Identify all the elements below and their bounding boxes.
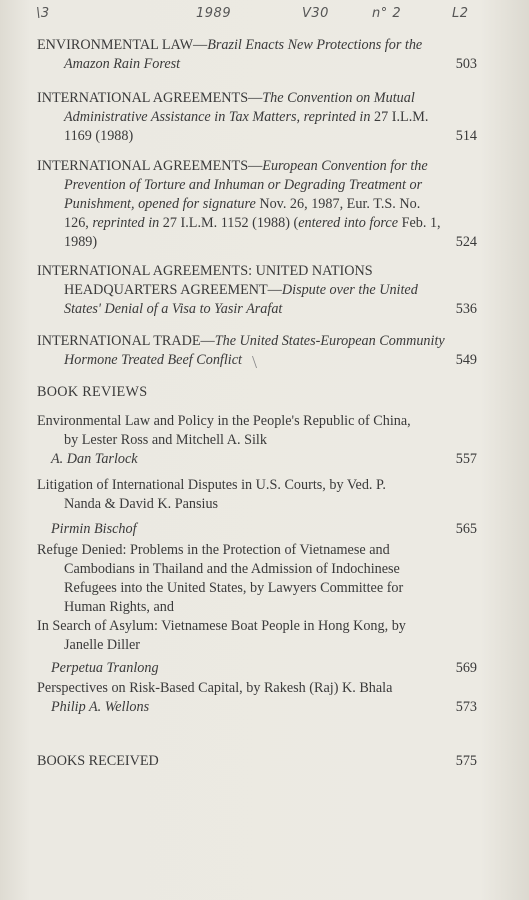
citation: 1169 (1988) [64,128,134,144]
citation-italic: entered into force [298,215,399,231]
citation: 1989) [64,234,98,250]
review-entry [37,476,477,539]
page-number: 503 [455,56,477,72]
entry-title: The United States-European Community [214,333,445,349]
entry-heading: INTERNATIONAL AGREEMENTS— [37,90,263,106]
entry-line [37,55,477,74]
entry-title: Amazon Rain Forest [64,56,181,72]
entry-title: Hormone Treated Beef Conflict [64,352,242,368]
citation: Feb. 1, [398,215,441,231]
review-line: Nanda & David K. Pansius [64,496,219,512]
books-received-entry [37,752,477,771]
entry-title: European Convention for the [262,158,428,174]
toc-entry [37,89,477,146]
review-line: Janelle Diller [64,637,141,653]
page-number: 573 [455,699,477,715]
page-number: 524 [455,234,477,250]
reviewer-name: A. Dan Tarlock [51,451,138,467]
page-number: 536 [455,301,477,317]
entry-line [37,89,477,108]
citation: 126, [64,215,93,231]
review-entry [37,541,477,678]
citation: 27 I.L.M. [370,109,429,125]
citation-italic: reprinted in [92,215,160,231]
page-number: 575 [455,753,477,769]
citation: Nov. 26, 1987, Eur. T.S. No. [255,196,421,212]
entry-line [37,36,477,55]
review-line: Litigation of International Disputes in U.S. Courts, by Ved. P. [37,477,386,493]
entry-line [37,300,477,319]
entry-title: Brazil Enacts New Protections for the [207,37,423,53]
entry-title: The Convention on Mutual [262,90,415,106]
review-line: Human Rights, and [64,599,174,615]
entry-line [37,262,477,281]
entry-heading: HEADQUARTERS AGREEMENT— [64,282,282,298]
page-number: 565 [455,521,477,537]
entry-line [37,214,477,233]
page-number: 549 [455,352,477,368]
entry-heading: ENVIRONMENTAL LAW— [37,37,208,53]
entry-title: Administrative Assistance in Tax Matters, reprinted in [64,109,371,125]
review-line: by Lester Ross and Mitchell A. Silk [64,432,267,448]
review-line: Environmental Law and Policy in the People's Republic of China, [37,413,411,429]
review-line: In Search of Asylum: Vietnamese Boat People in Hong Kong, by [37,618,406,634]
review-line: Cambodians in Thailand and the Admission of Indochinese [64,561,400,577]
review-line: Refugees into the United States, by Lawyers Committee for [64,580,404,596]
handwritten-note-1: \3 [36,6,50,21]
entry-line [37,176,477,195]
page-number: 514 [455,128,477,144]
entry-line [37,127,477,146]
reviewer-name: Pirmin Bischof [51,521,137,537]
entry-line [37,108,477,127]
entry-heading: INTERNATIONAL AGREEMENTS— [37,158,263,174]
handwritten-note-year: 1989 [196,6,232,21]
entry-line [37,157,477,176]
entry-heading: INTERNATIONAL TRADE— [37,333,215,349]
page-number: 569 [455,660,477,676]
review-entry [37,412,477,469]
reviewer-name: Philip A. Wellons [51,699,150,715]
entry-title: Punishment, opened for signature [64,196,256,212]
entry-heading: INTERNATIONAL AGREEMENTS: UNITED NATIONS [37,263,373,279]
review-line: Refuge Denied: Problems in the Protection of Vietnamese and [37,542,390,558]
toc-entry [37,157,477,252]
handwritten-note-volume: V30 [302,6,329,21]
handwritten-note-code: L2 [452,6,469,21]
toc-entry [37,262,477,319]
review-entry [37,679,477,717]
page-number: 557 [455,451,477,467]
entry-line [37,195,477,214]
entry-line [37,281,477,300]
section-heading: BOOK REVIEWS [37,384,148,400]
entry-line [37,332,477,351]
toc-entry [37,36,477,74]
review-line: Perspectives on Risk-Based Capital, by Rakesh (Raj) K. Bhala [37,680,393,696]
citation: 27 I.L.M. 1152 (1988) ( [159,215,299,231]
entry-title: Dispute over the United [281,282,418,298]
entry-title: States' Denial of a Visa to Yasir Arafat [64,301,283,317]
reviewer-name: Perpetua Tranlong [51,660,159,676]
pencil-mark-icon: \ [252,352,258,372]
entry-title: Prevention of Torture and Inhuman or Degrading Treatment or [64,177,423,193]
entry-line [37,233,477,252]
handwritten-note-number: n° 2 [372,6,402,21]
section-heading: BOOKS RECEIVED [37,753,159,769]
